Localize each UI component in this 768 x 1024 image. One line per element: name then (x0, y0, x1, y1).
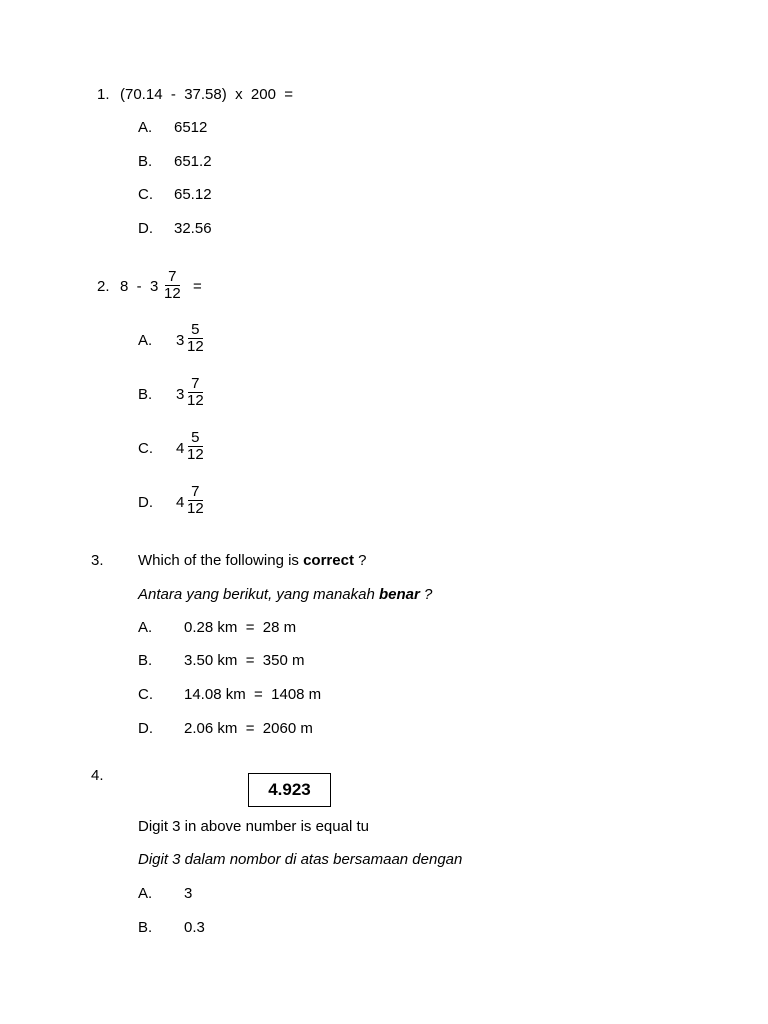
option-text-a: 6512 (174, 119, 208, 136)
option-letter-b: B. (138, 386, 153, 403)
fraction-denominator: 12 (187, 500, 204, 517)
question-number: 1. (97, 86, 110, 103)
question-number: 3. (91, 552, 104, 569)
fraction-numerator: 7 (188, 484, 202, 501)
option-letter-a: A. (138, 885, 153, 902)
option-fraction-a (184, 322, 207, 355)
equals-sign: = (193, 278, 202, 295)
fraction-denominator: 12 (187, 338, 204, 355)
option-fraction-d (184, 484, 207, 517)
question-text-ms-prefix: Antara yang berikut, yang manakah (138, 586, 379, 603)
question-text-ms-suffix: ? (419, 586, 433, 603)
question-expression-prefix: 8 - 3 (120, 278, 159, 295)
option-letter-c: C. (138, 186, 153, 203)
question-text-ms-emphasis: benar (378, 586, 420, 603)
fraction-numerator: 5 (188, 322, 202, 339)
option-letter-a: A. (138, 332, 153, 349)
option-text-b: 3.50 km = 350 m (184, 652, 305, 669)
question-text-ms: Digit 3 dalam nombor di atas bersamaan dengan (138, 851, 463, 868)
option-whole-a: 3 (176, 332, 185, 349)
option-letter-b: B. (138, 153, 153, 170)
option-text-c: 65.12 (174, 186, 212, 203)
fraction-numerator: 5 (188, 430, 202, 447)
option-fraction-b (184, 376, 207, 409)
question-number: 2. (97, 278, 110, 295)
option-letter-d: D. (138, 220, 153, 237)
option-text-a: 3 (184, 885, 193, 902)
question-text-en-emphasis: correct (303, 552, 354, 569)
option-letter-d: D. (138, 494, 153, 511)
question-number: 4. (91, 767, 104, 784)
option-letter-a: A. (138, 119, 153, 136)
option-text-b: 651.2 (174, 153, 212, 170)
question-expression: (70.14 - 37.58) x 200 = (120, 86, 294, 103)
option-letter-b: B. (138, 919, 153, 936)
option-text-b: 0.3 (184, 919, 205, 936)
option-text-c: 14.08 km = 1408 m (184, 686, 322, 703)
option-letter-b: B. (138, 652, 153, 669)
option-text-d: 32.56 (174, 220, 212, 237)
question-fraction (161, 269, 184, 302)
boxed-number: 4.923 (248, 773, 331, 807)
fraction-denominator: 12 (187, 446, 204, 463)
fraction-denominator: 12 (187, 392, 204, 409)
option-text-d: 2.06 km = 2060 m (184, 720, 313, 737)
option-whole-d: 4 (176, 494, 185, 511)
option-letter-c: C. (138, 686, 153, 703)
option-whole-b: 3 (176, 386, 185, 403)
question-text-en-suffix: ? (353, 552, 367, 569)
option-letter-a: A. (138, 619, 153, 636)
question-text-en-prefix: Which of the following is (138, 552, 304, 569)
option-letter-c: C. (138, 440, 153, 457)
question-text-en (138, 552, 366, 570)
option-letter-d: D. (138, 720, 153, 737)
option-text-a: 0.28 km = 28 m (184, 619, 297, 636)
fraction-numerator: 7 (165, 269, 179, 286)
option-fraction-c (184, 430, 207, 463)
question-text-ms (138, 586, 432, 604)
question-text-en: Digit 3 in above number is equal tu (138, 818, 369, 835)
fraction-numerator: 7 (188, 376, 202, 393)
option-whole-c: 4 (176, 440, 185, 457)
fraction-denominator: 12 (164, 285, 181, 302)
